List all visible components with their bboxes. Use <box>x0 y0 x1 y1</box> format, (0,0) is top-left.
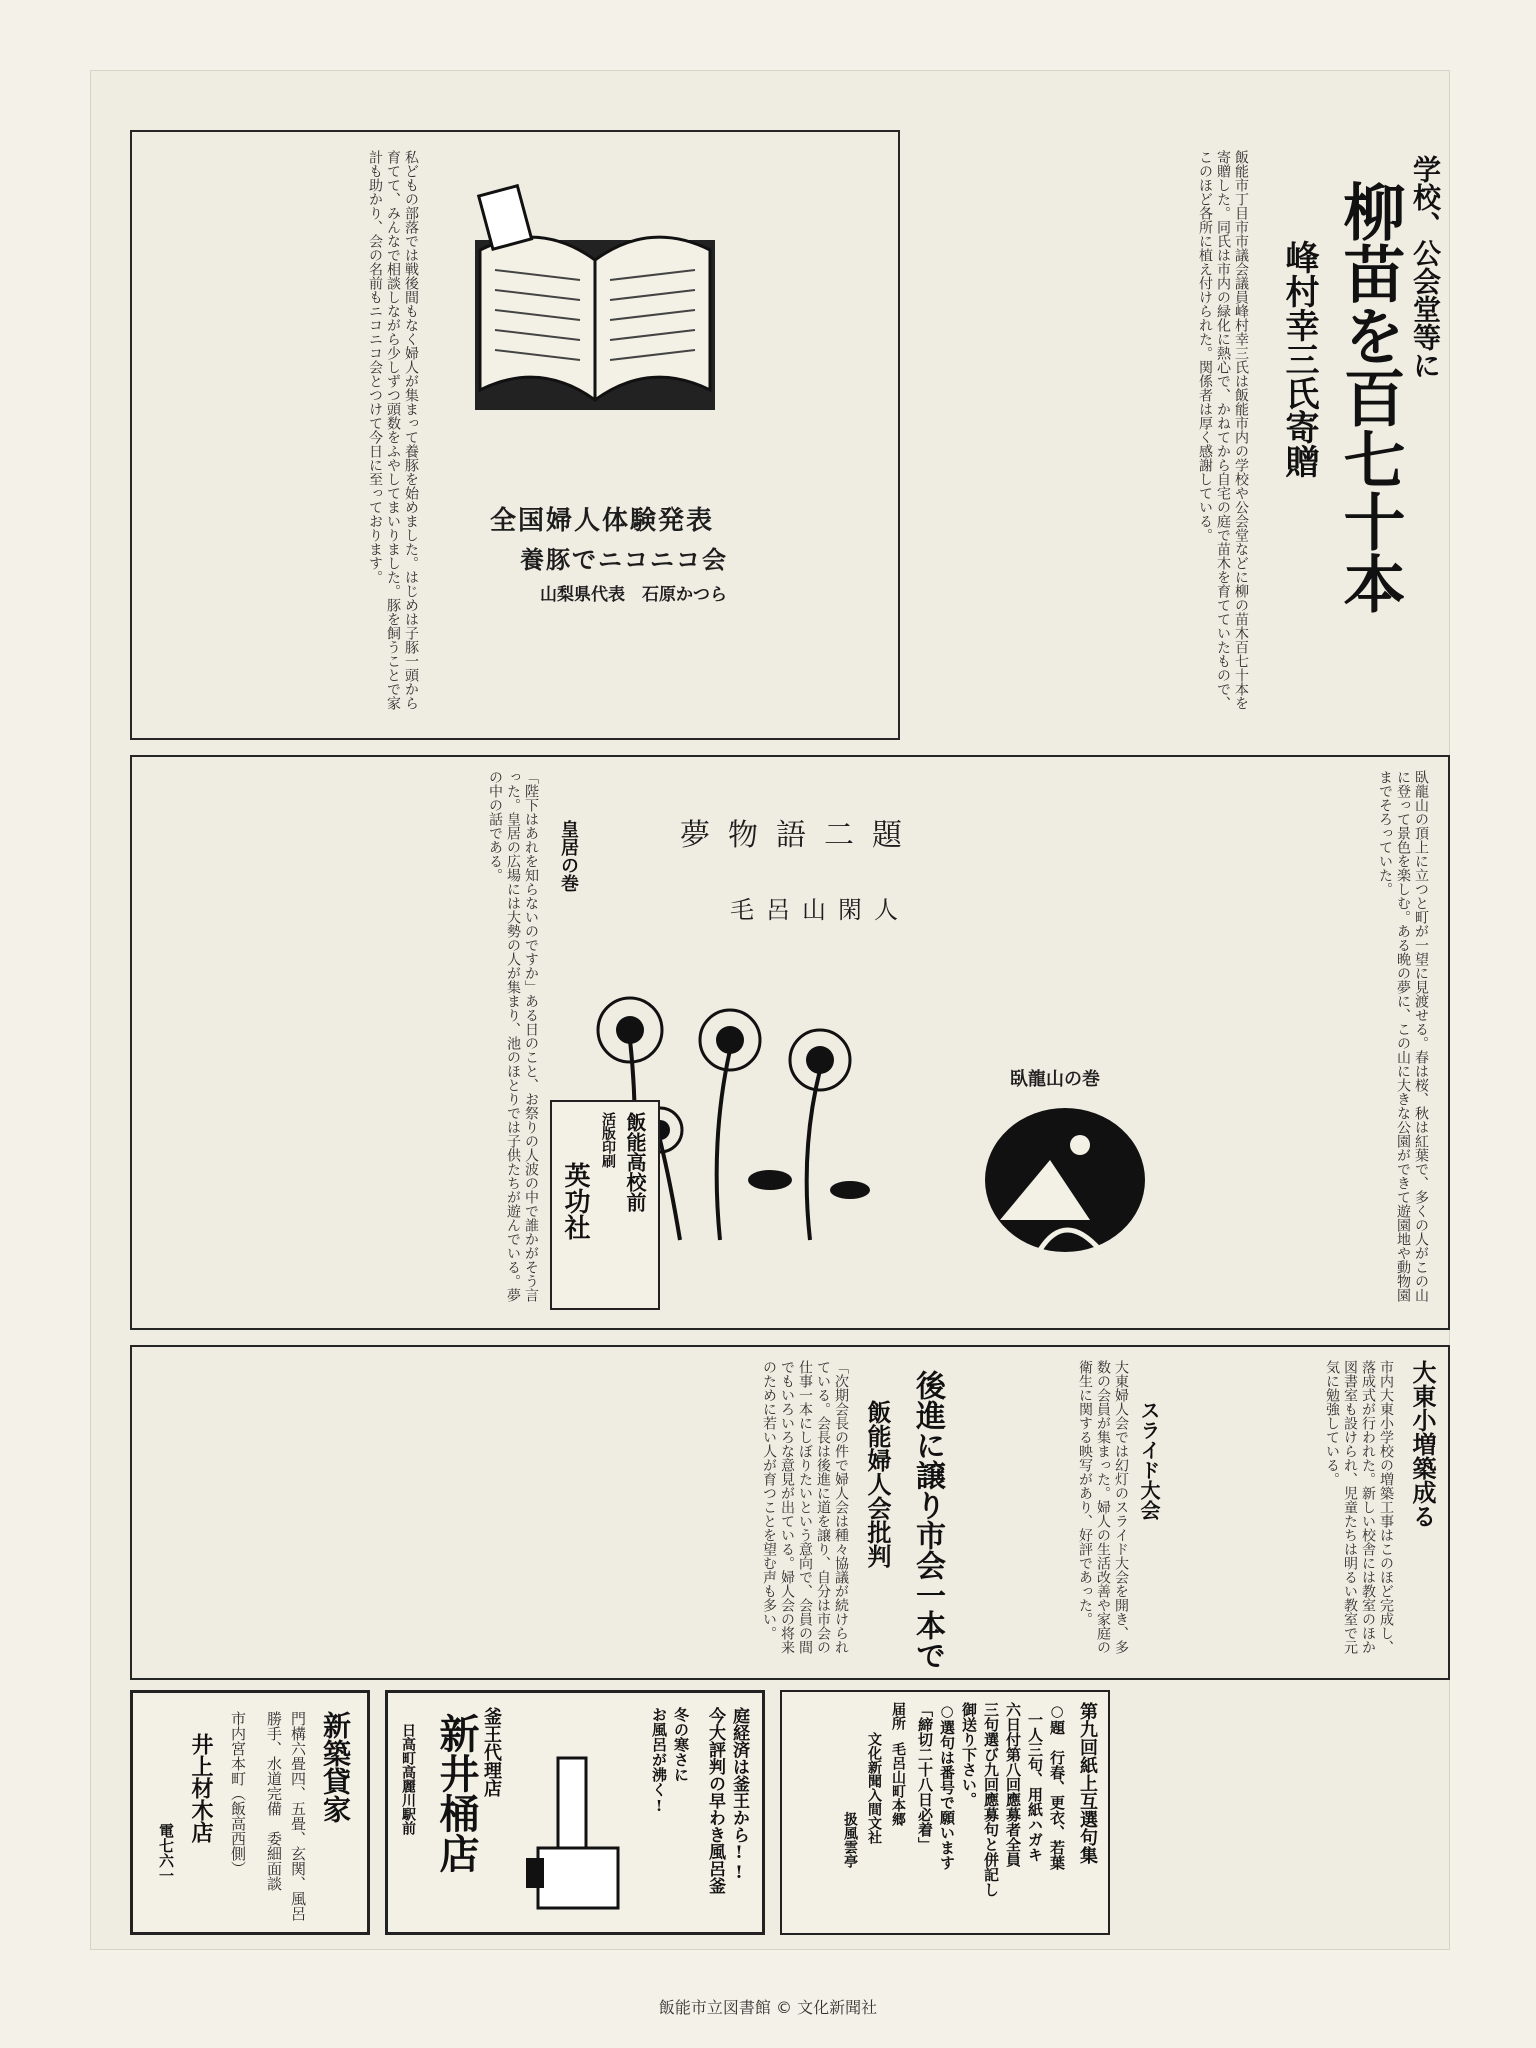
section-imperial: 皇居の巻 <box>558 820 579 892</box>
dream-title: 夢物語二題 <box>680 818 920 853</box>
haiku-title: 第九回紙上互選句集 <box>1077 1702 1098 1864</box>
expansion-body: 市内大東小学校の増築工事はこのほど完成し、落成式が行われた。新しい校舎には教室のほか図書室も設けられ、児童たちは明るい教室で元気に勉強している。 <box>1324 1360 1394 1654</box>
bath-heater-illustration <box>518 1748 638 1923</box>
kouhai-sub: 飯能婦人会批判 <box>863 1400 892 1568</box>
slide-headline: スライド大会 <box>1137 1400 1161 1520</box>
dream-author: 毛呂山閑人 <box>730 896 910 924</box>
yanagi-headline: 柳苗を百七十本 <box>1333 180 1406 614</box>
kouhai-body: 「次期会長の件で婦人会は種々協議が続けられている。会長は後進に道を譲り、自分は市会の仕事一本にしぼりたいという意向で、会員の間でもいろいろな意見が出ている。婦人会の将来のために若い人が育つことを望む声も多い。 <box>761 1360 849 1654</box>
haiku-paper: 文化新聞入間文社 <box>866 1732 882 1844</box>
yanagi-body: 飯能市丁目市市議会議員峰村幸三氏は飯能市内の学校や公会堂などに柳の苗木百七十本を寄贈した。同氏は市内の緑化に熱心で、かねてから自宅の庭で苗木を育てていたもので、このほど各所に植え付けられた。関係者は厚く感謝している。 <box>1197 150 1249 710</box>
dream-body-left: 「陛下はあれを知らないのですか」ある日のこと、お祭りの人波の中で誰かがそう言った。皇居の広場には大勢の人が集まり、池のほとりでは子供たちが遊んでいる。夢の中の話である。 <box>487 770 539 1302</box>
plumbing-slogan4: お風呂が沸く! <box>650 1707 668 1815</box>
book-illustration <box>450 150 740 480</box>
slide-body: 大東婦人会では幻灯のスライド大会を開き、多数の会員が集まった。婦人の生活改善や家庭の衛生に関する映写があり、好評であった。 <box>1077 1360 1129 1654</box>
pig-author: 山梨県代表 石原かつら <box>540 585 727 605</box>
haiku-rule-4: 御送り下さい。 <box>960 1702 978 1807</box>
haiku-rule-3: 三句選び九回應募句と併記し <box>982 1702 1000 1897</box>
house-phone: 電七六一 <box>157 1823 175 1883</box>
plumbing-ad <box>385 1690 765 1935</box>
haiku-box <box>780 1690 1110 1935</box>
printing-ad <box>550 1100 660 1310</box>
printing-top: 飯能高校前 <box>623 1112 647 1212</box>
yanagi-byline: 峰村幸三氏寄贈 <box>1279 240 1319 478</box>
pig-article-body: 私どもの部落では戦後間もなく婦人が集まって養豚を始めました。はじめは子豚一頭から育てて、みんなで相談しながら少しずつ頭数をふやしてまいりました。豚を飼うことで家計も助かり、会の名前もニコニコ会とつけて今日に至っております。 <box>367 150 419 710</box>
section-garyu: 臥龍山の巻 <box>1010 1069 1100 1090</box>
mountain-illustration <box>980 1100 1150 1260</box>
library-credit: 飯能市立図書館 © 文化新聞社 <box>658 1998 878 2017</box>
haiku-sender: 扱風雲亭 <box>842 1812 858 1868</box>
plumbing-slogan2: 今大評判の早わき風呂釜 <box>705 1707 725 1894</box>
haiku-dest-label: 届所 <box>890 1702 906 1730</box>
house-ad <box>130 1690 370 1935</box>
house-detail1: 門構六畳四、五畳、玄関、風呂 <box>289 1711 307 1921</box>
plumbing-slogan1: 庭経済は釜王から!! <box>729 1707 749 1883</box>
haiku-rule-5: ○選句は番号で願います <box>938 1702 956 1870</box>
yanagi-kicker: 学校、公会堂等に <box>1409 155 1442 379</box>
plumbing-name: 新井桶店 <box>433 1713 480 1873</box>
expansion-headline: 大東小増築成る <box>1408 1360 1437 1528</box>
plumbing-agent: 釜王代理店 <box>481 1707 502 1797</box>
haiku-rule-1: 一人三句、用紙ハガキ <box>1026 1712 1044 1862</box>
haiku-rule-0: ○題 行春、更衣、若葉 <box>1048 1702 1066 1870</box>
house-detail2: 勝手、水道完備 委細面談 <box>265 1711 283 1891</box>
newspaper-page <box>90 70 1450 1950</box>
house-owner: 井上材木店 <box>188 1733 214 1843</box>
printing-name: 英功社 <box>560 1162 590 1240</box>
pig-subtitle: 養豚でニコニコ会 <box>520 545 728 574</box>
haiku-rule-2: 六日付第八回應募者全員 <box>1004 1702 1022 1867</box>
plumbing-address: 日高町高麗川駅前 <box>400 1723 416 1835</box>
printing-sub: 活版印刷 <box>600 1112 616 1168</box>
plumbing-slogan3: 冬の寒さに <box>672 1707 690 1782</box>
haiku-dest: 毛呂山町本郷 <box>890 1742 906 1826</box>
dream-body-right: 臥龍山の頂上に立つと町が一望に見渡せる。春は桜、秋は紅葉で、多くの人がこの山に登って景色を楽しむ。ある晩の夢に、この山に大きな公園ができて遊園地や動物園までそろっていた。 <box>1377 770 1429 1302</box>
pig-title: 全国婦人体験発表 <box>490 506 715 536</box>
kouhai-headline: 後進に譲り市会一本で <box>910 1370 945 1670</box>
haiku-rule-6: 「締切二十八日必着」 <box>916 1702 934 1852</box>
house-title: 新築貸家 <box>319 1711 352 1823</box>
house-address: 市内宮本町（飯高西側） <box>229 1711 247 1876</box>
